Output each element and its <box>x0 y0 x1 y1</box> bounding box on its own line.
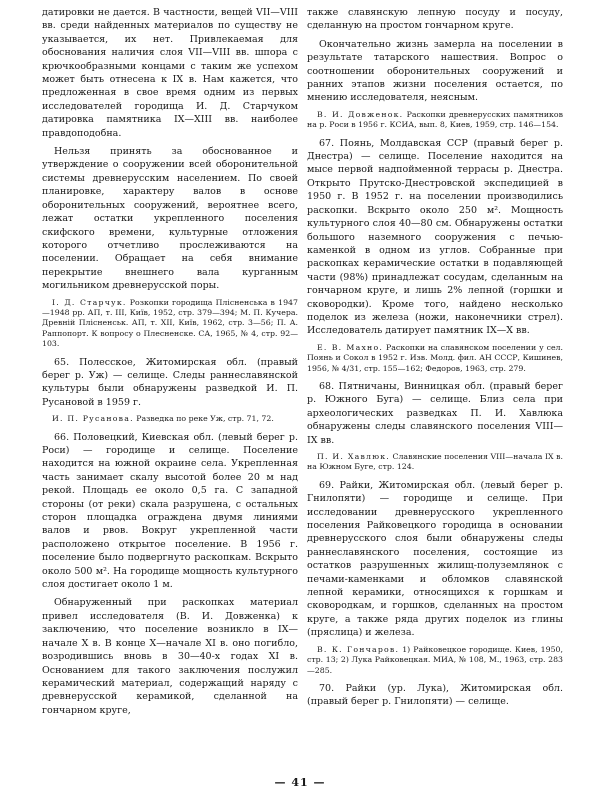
entry-68: 68. Пятничаны, Винницкая обл. (правый берег р. Южного Буга) — селище. Близ села при археологических разведках П. И. Хавлюка обнаружены следы славянского поселения VIII—IX вв. <box>307 380 563 446</box>
reference-text: Разведка по реке Уж, стр. 71, 72. <box>136 414 274 424</box>
reference <box>42 298 298 350</box>
reference-author: И. П. Русанова. <box>52 414 134 424</box>
reference-author: Е. В. Махно. <box>317 342 384 352</box>
entry-65: 65. Полесское, Житомирская обл. (правый берег р. Уж) — селище. Следы раннеславянской культуры были обнаружены разведкой И. П. Русановой в 1959 г. <box>42 356 298 408</box>
reference <box>42 414 298 424</box>
right-column <box>307 6 563 714</box>
reference <box>307 343 563 374</box>
entry-69: 69. Райки, Житомирская обл. (левый берег р. Гнилопяти) — городище и селище. При исследовании древнерусского укрепленного поселения Райковецкого городища в основании древнерусского слоя были обнаружены следы раннеславянского поселения, состоящие из остатков разрушенных жилищ-полуземлянок с печами-каменками и обломков славянской лепной керамики, относящихся к горшкам и сковородкам, и горшков, сделанных на простом круге, а также ряда других поделок из глины (пряслица) и железа. <box>307 479 563 639</box>
reference <box>307 645 563 676</box>
left-column <box>42 6 298 722</box>
entry-70: 70. Райки (ур. Лука), Житомирская обл. (правый берег р. Гнилопяти) — селище. <box>307 682 563 708</box>
entry-66: 66. Половецкий, Киевская обл. (левый берег р. Роси) — городище и селище. Поселение находится на южной окраине села. Укрепленная часть занимает скалу высотой более 20 м над рекой. Площадь ее около 0,5 га. С западной стороны (от реки) скала разрушена, с остальных сторон площадка ограждена двумя линиями валов и рвов. Вокруг укрепленной части расположено открытое поселение. В 1956 г. поселение было подвергнуто раскопкам. Вскрыто около 500 м². На городище мощность культурного слоя достигает около 1 м. <box>42 431 298 591</box>
reference-text: 1) Райковецкое городище. Киев, 1950, стр. 13; 2) Лука Райковецкая. МИА, № 108, М., 1963, стр. 283—285. <box>307 644 563 675</box>
reference-author: І. Д. Старчук. <box>52 297 127 307</box>
paragraph: Нельзя принять за обоснованное и утверждение о сооружении всей оборонительной системы древнерусским населением. По своей планировке, характеру валов в основе оборонительных сооружений, вероятнее всего, лежат остатки укрепленного поселения скифского времени, культурные отложения которого отчетливо прослеживаются на поселении. Обращает на себя внимание перекрытие внешнего вала курганным могильником древнерусской поры. <box>42 146 298 292</box>
reference-text: Раскопки древнерусских памятников на р. Роси в 1956 г. КСИА, вып. 8, Киев, 1959, стр. 146—154. <box>307 109 563 130</box>
reference-text: Розкопки городища Плісненська в 1947—1948 рр. АП, т. III, Київ, 1952, стр. 379—394; М. П. Кучера. Древній Плісненськ. АП, т. XII, Київ, 1962, стр. 3—56; П. А. Раппопорт. К вопросу о Плесненске. СА, 1965, № 4, стр. 92—103. <box>42 297 298 349</box>
reference <box>307 452 563 473</box>
entry-67: 67. Поянь, Молдавская ССР (правый берег р. Днестра) — селище. Поселение находится на мысе первой надпойменной террасы р. Днестра. Открыто Прутско-Днестровской экспедицией в 1950 г. В 1952 г. на поселении производились раскопки. Вскрыто около 250 м². Мощность культурного слоя 40—80 см. Обнаружены остатки большого наземного сооружения с печью-каменкой в одном из углов. Собранные при раскопках керамические остатки в подавляющей части (98%) принадлежат сосудам, сделанным на гончарном круге, и лишь 2% лепной (горшки и сковородки). Кроме того, найдено несколько поделок из железа (ножи, наконечники стрел). Исследователь датирует памятник IX—X вв. <box>307 137 563 337</box>
paragraph: также славянскую лепную посуду и посуду, сделанную на простом гончарном круге. <box>307 7 563 32</box>
reference-author: В. К. Гончаров. <box>317 644 400 654</box>
reference-text: Раскопки на славянском поселении у сел. Поянь и Сокол в 1952 г. Изв. Молд. фил. АН СССР, Кишинев, 1956, № 4/31, стр. 155—162; Федоров, 1963, стр. 279. <box>307 342 563 373</box>
reference <box>307 110 563 131</box>
paragraph: датировки не дается. В частности, вещей VII—VIII вв. среди найденных материалов по существу не указывается, их нет. Привлекаемая для обоснования наличия слоя VII—VIII вв. шпора с крючкообразными концами с таким же успехом может быть отнесена к IX в. Нам кажется, что предложенная в свое время одним из первых исследователей городища И. Д. Старчуком датировка памятника IX—XIII вв. наиболее правдоподобна. <box>42 7 298 139</box>
paragraph: Обнаруженный при раскопках материал привел исследователя (В. И. Довженка) к заключению, что поселение возникло в IX—начале X в. В конце X—начале XI в. оно погибло, возродившись вновь в 30—40-х годах XI в. Основанием для такого заключения послужил керамический материал, содержащий наряду с древнерусской керамикой, сделанной на гончарном круге, <box>42 597 298 716</box>
paragraph: Окончательно жизнь замерла на поселении в результате татарского нашествия. Вопрос о соотношении оборонительных сооружений и ранних этапов жизни поселения остается, по мнению исследователя, неясным. <box>307 38 563 104</box>
page-number: — 41 — <box>274 776 326 789</box>
reference-author: П. И. Хавлюк. <box>317 452 390 461</box>
reference-text: Славянские поселения VIII—начала IX в. на Южном Буге, стр. 124. <box>307 452 564 472</box>
reference-author: В. И. Довженок. <box>317 109 404 119</box>
